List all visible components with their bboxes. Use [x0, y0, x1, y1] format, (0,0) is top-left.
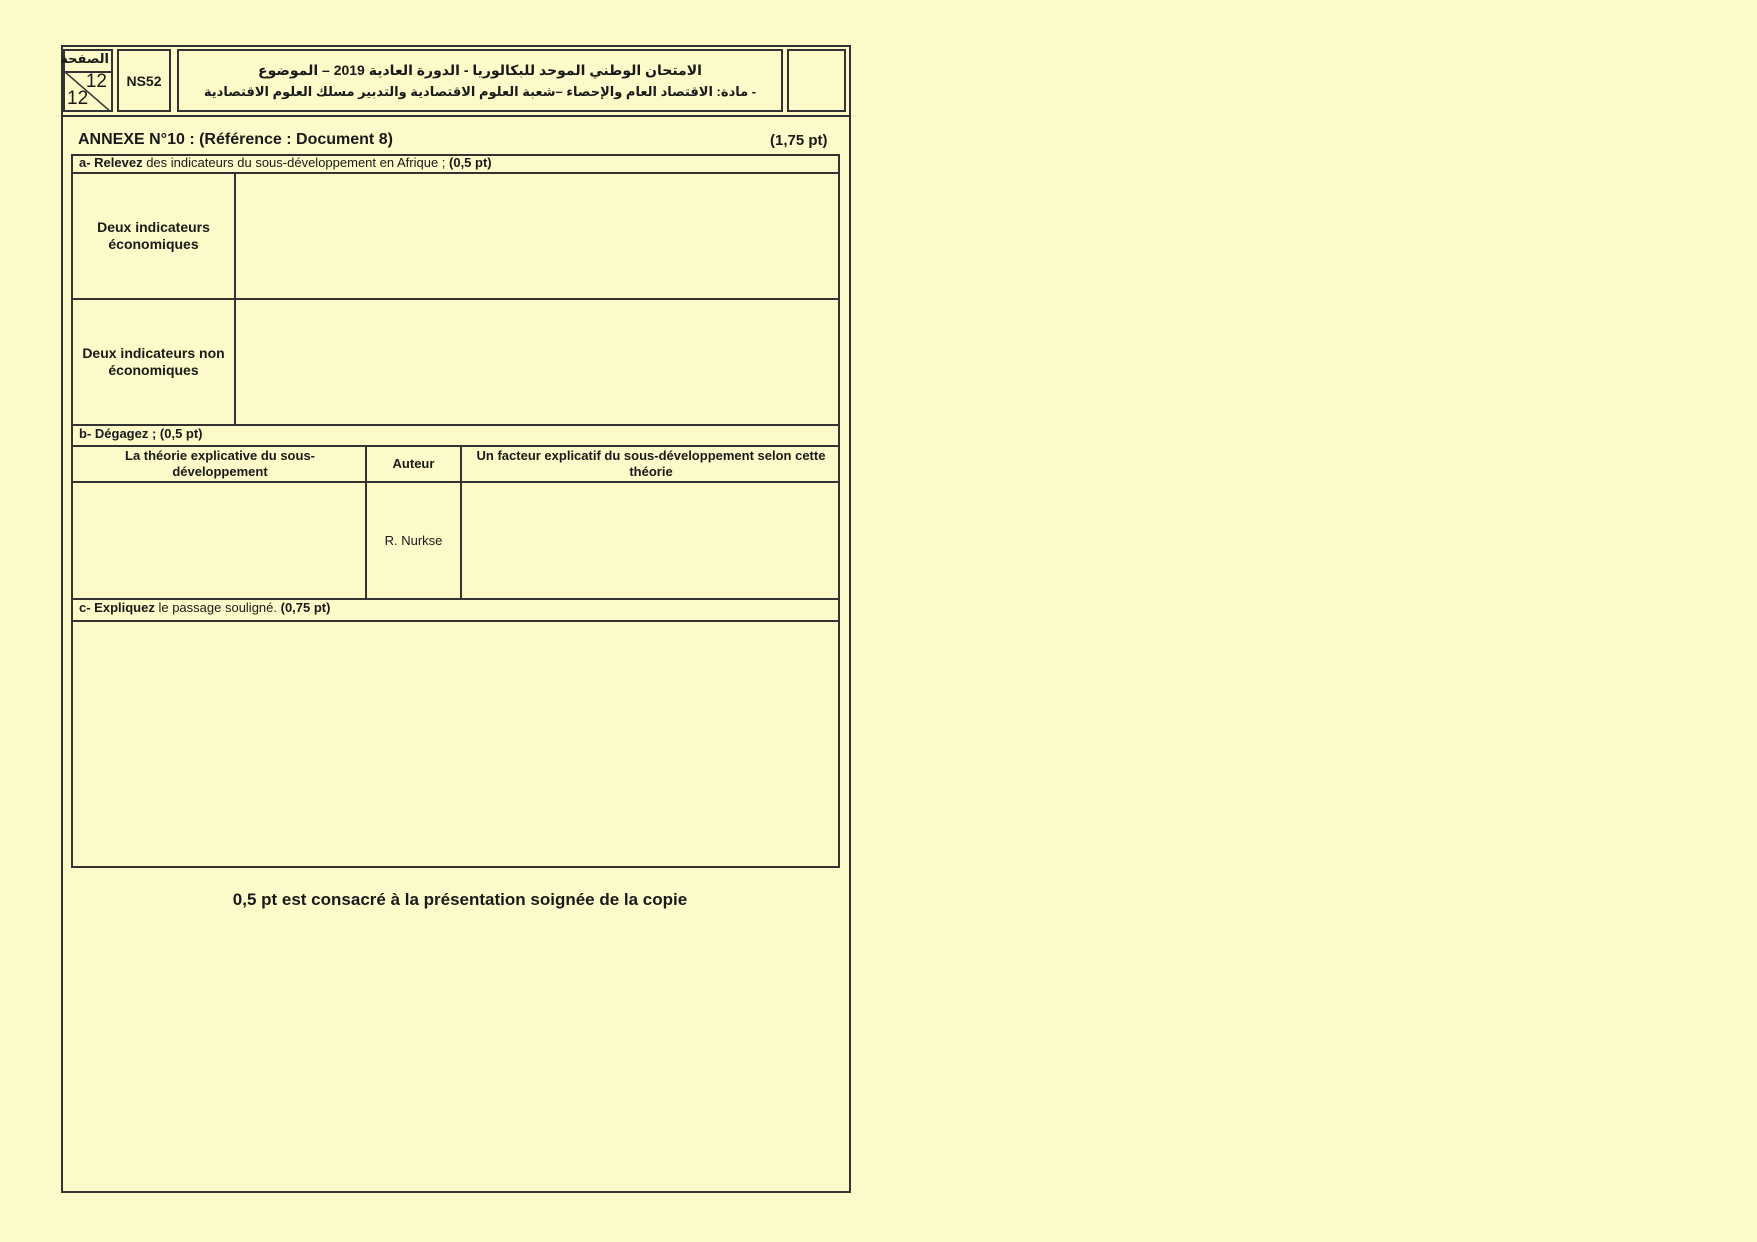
- part-c-instruction: [79, 600, 330, 615]
- part-a-points: (0,5 pt): [449, 155, 492, 170]
- annex-title: ANNEXE N°10 : (Référence : Document 8): [78, 131, 393, 148]
- column-factor: Un facteur explicatif du sous-développement selon cette théorie: [476, 447, 826, 479]
- explanation-answer[interactable]: [73, 622, 838, 866]
- annex-points: (1,75 pt): [770, 132, 828, 149]
- column-theory: La théorie explicative du sous-développement: [125, 447, 315, 479]
- header-empty-box: [787, 49, 846, 112]
- page-total: 12: [67, 88, 89, 109]
- theory-answer[interactable]: [73, 483, 365, 598]
- row-economic-indicators-label: Deux indicateurs économiques: [97, 219, 210, 252]
- part-b-instruction: b- Dégagez ; (0,5 pt): [79, 426, 203, 441]
- non-economic-indicators-answer[interactable]: [236, 300, 838, 424]
- part-a-text: des indicateurs du sous-développement en Afrique ;: [142, 155, 450, 170]
- column-author: Auteur: [392, 456, 435, 471]
- author-value: R. Nurkse: [384, 533, 443, 548]
- part-c-text: le passage souligné.: [154, 600, 281, 615]
- part-a-verb: a- Relevez: [79, 155, 143, 170]
- factor-answer[interactable]: [462, 483, 838, 598]
- exam-code: NS52: [117, 49, 171, 112]
- presentation-note: 0,5 pt est consacré à la présentation soignée de la copie: [232, 890, 688, 909]
- part-a-instruction: [79, 155, 492, 170]
- exam-title-box: [177, 49, 783, 112]
- part-c-verb: c- Expliquez: [79, 600, 155, 615]
- page-label: الصفحة: [60, 51, 109, 66]
- header-rule: [61, 115, 851, 117]
- page-current: 12: [85, 71, 107, 92]
- page-number-box: [60, 49, 113, 112]
- economic-indicators-answer[interactable]: [236, 174, 838, 298]
- exam-title-line2: - مادة: الاقتصاد العام والإحصاء –شعبة العلوم الاقتصادية والتدبير مسلك العلوم الاقتصادية: [203, 84, 757, 99]
- row-non-economic-indicators-label: Deux indicateurs non économiques: [82, 345, 225, 378]
- exam-title-line1: الامتحان الوطني الموحد للبكالوريا - الدورة العادية 2019 – الموضوع: [258, 62, 702, 78]
- part-c-points: (0,75 pt): [280, 600, 331, 615]
